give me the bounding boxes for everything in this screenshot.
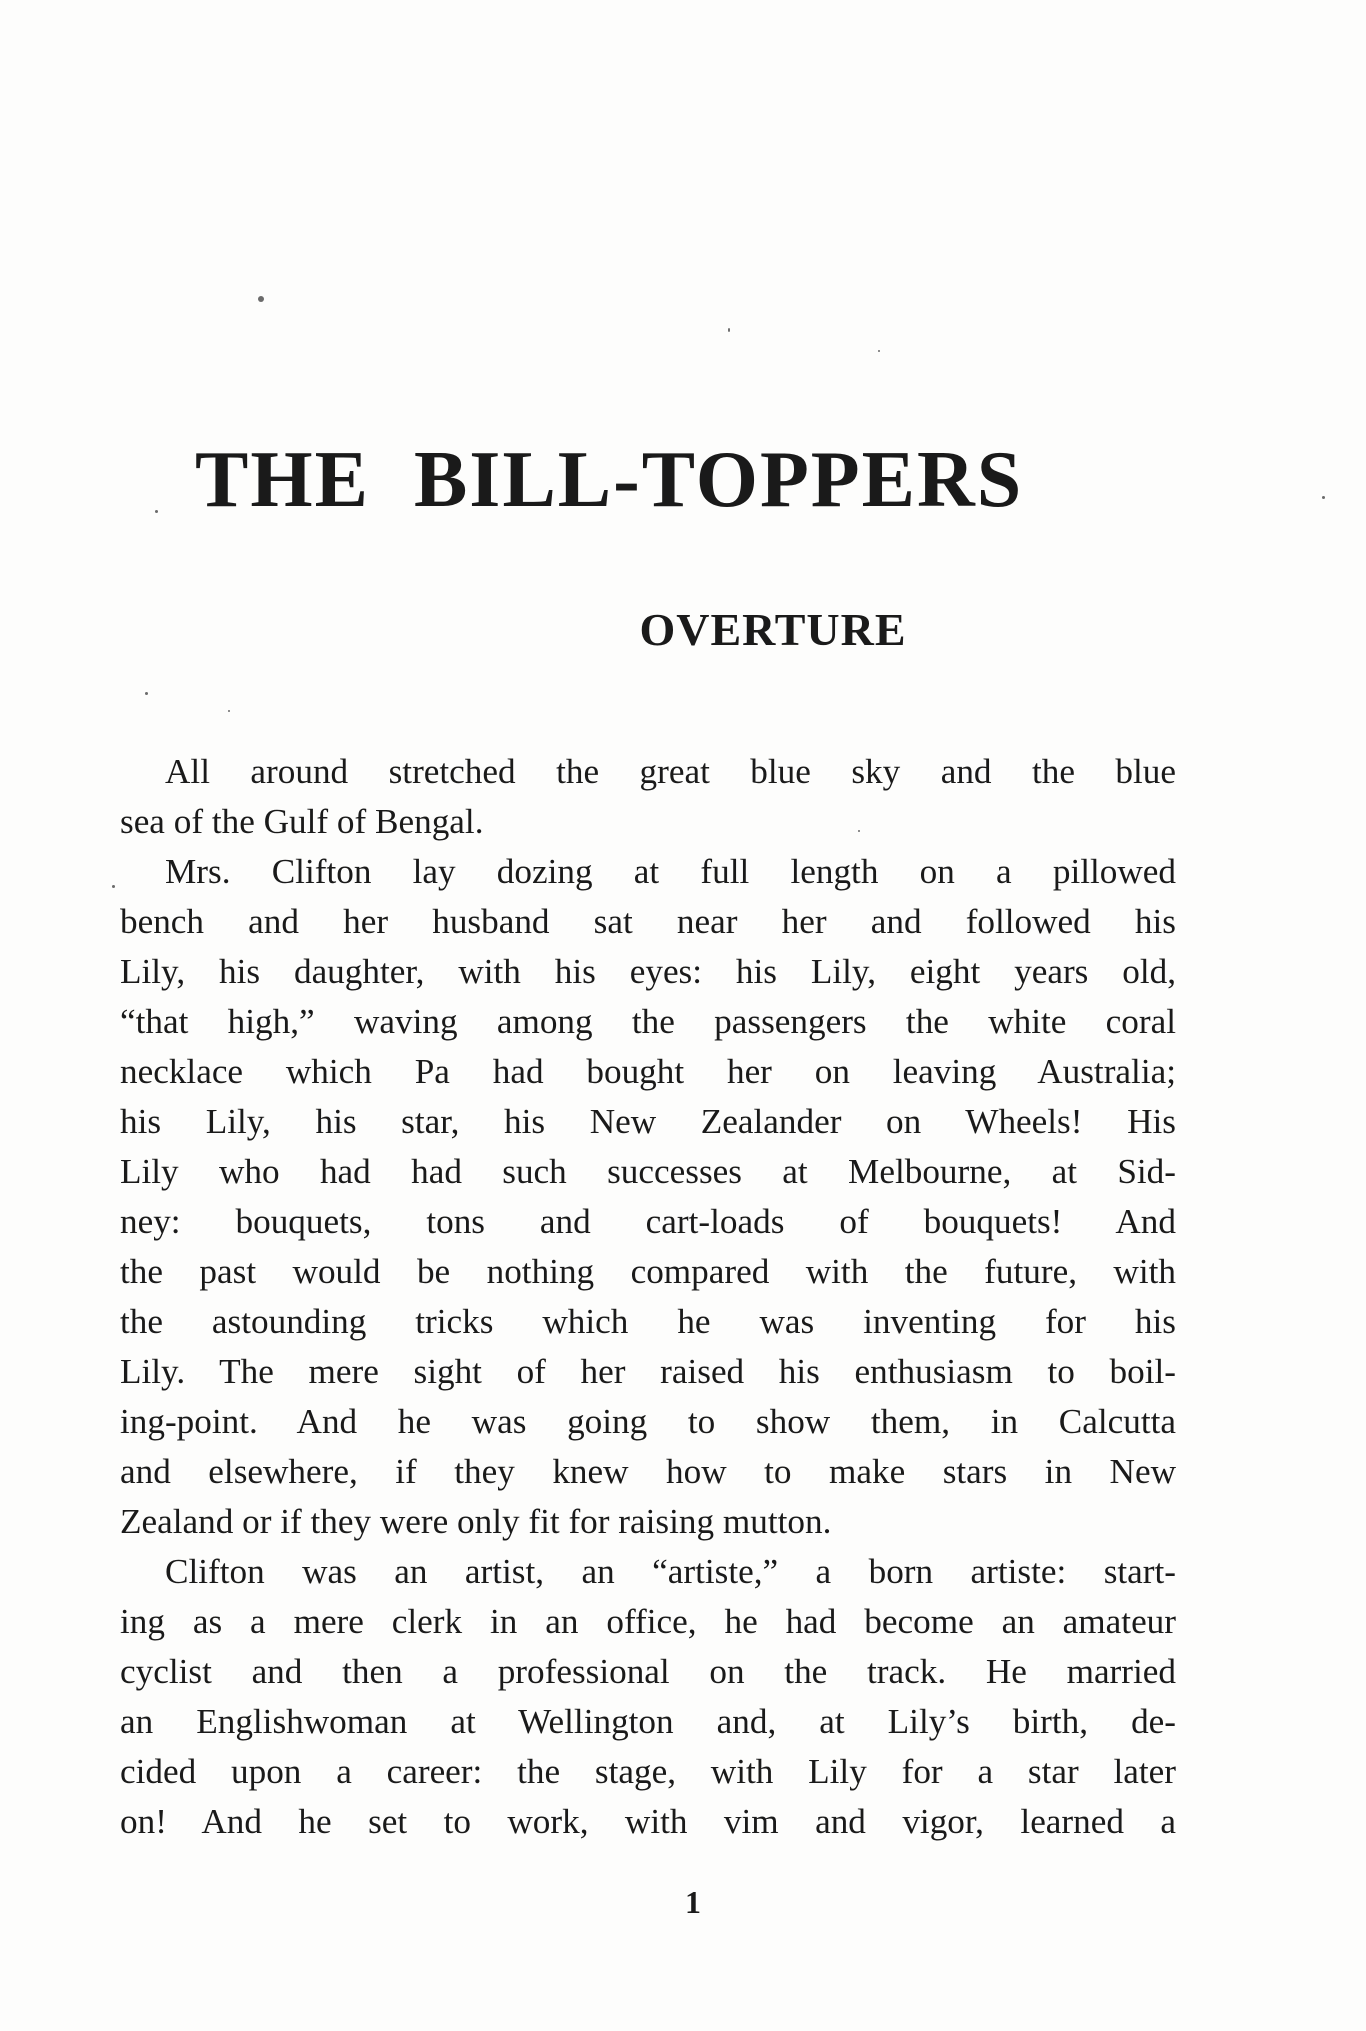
text-line: his Lily, his star, his New Zealander on Wheels! His — [120, 1102, 1176, 1141]
text-line: an Englishwoman at Wellington and, at Lily’s birth, de- — [120, 1702, 1176, 1741]
paragraph — [120, 1547, 1176, 1847]
text-line: bench and her husband sat near her and followed his — [120, 902, 1176, 941]
text-line: necklace which Pa had bought her on leaving Australia; — [120, 1052, 1176, 1091]
text-line: Zealand or if they were only fit for raising mutton. — [120, 1502, 832, 1541]
text-line: Lily. The mere sight of her raised his enthusiasm to boil- — [120, 1352, 1176, 1391]
text-line: cyclist and then a professional on the track. He married — [120, 1652, 1176, 1691]
text-line: the astounding tricks which he was inventing for his — [120, 1302, 1176, 1341]
scan-speck — [145, 692, 148, 695]
book-title: THE BILL-TOPPERS — [195, 436, 1024, 524]
text-line: Mrs. Clifton lay dozing at full length on a pillowed — [165, 852, 1176, 891]
text-line: ney: bouquets, tons and cart-loads of bouquets! And — [120, 1202, 1176, 1241]
scan-speck — [228, 710, 230, 712]
scan-speck — [155, 510, 158, 513]
scan-speck — [858, 830, 860, 832]
paragraph — [120, 747, 1176, 847]
text-line: All around stretched the great blue sky and the blue — [165, 752, 1176, 791]
scan-speck — [1322, 496, 1325, 499]
text-line: Lily who had had such successes at Melbourne, at Sid- — [120, 1152, 1176, 1191]
body-text — [120, 747, 1176, 1847]
chapter-title: OVERTURE — [639, 604, 907, 655]
page-number: 1 — [685, 1884, 701, 1920]
text-line: ing-point. And he was going to show them, in Calcutta — [120, 1402, 1176, 1441]
text-line: “that high,” waving among the passengers the white coral — [120, 1002, 1176, 1041]
scan-speck — [878, 350, 880, 352]
text-line: the past would be nothing compared with the future, with — [120, 1252, 1176, 1291]
paragraph — [120, 847, 1176, 1547]
text-line: on! And he set to work, with vim and vigor, learned a — [120, 1802, 1176, 1841]
text-line: Lily, his daughter, with his eyes: his Lily, eight years old, — [120, 952, 1176, 991]
scan-speck — [258, 296, 264, 302]
scan-speck — [728, 328, 730, 332]
text-line: sea of the Gulf of Bengal. — [120, 802, 484, 841]
text-line: ing as a mere clerk in an office, he had become an amateur — [120, 1602, 1176, 1641]
text-line: cided upon a career: the stage, with Lily for a star later — [120, 1752, 1176, 1791]
scan-speck — [112, 885, 115, 888]
text-line: Clifton was an artist, an “artiste,” a born artiste: start- — [165, 1552, 1176, 1591]
text-line: and elsewhere, if they knew how to make stars in New — [120, 1452, 1176, 1491]
